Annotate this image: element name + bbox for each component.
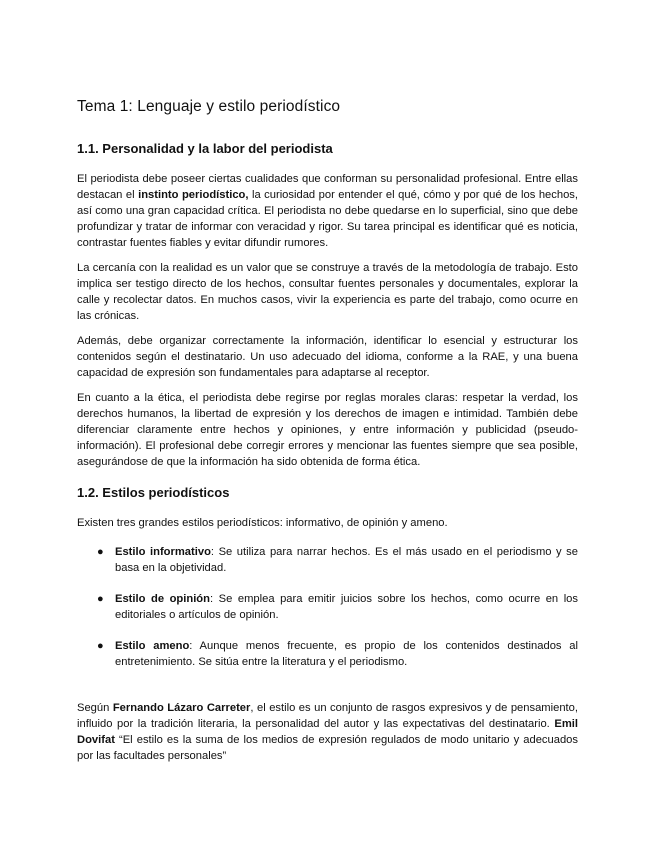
list-item-term: Estilo informativo [115, 546, 211, 558]
author-name-lazaro-carreter: Fernando Lázaro Carreter [112, 702, 251, 714]
paragraph-text: El periodista debe poseer ciertas cualidades que conforman su personalidad profesional. Entre ellas destacan el [77, 173, 578, 201]
bullet-icon: ● [97, 640, 104, 652]
paragraph-text: , el estilo es un conjunto de rasgos expresivos y de pensamiento, influido por la tradición literaria, la personalidad del autor y las expectativas del destinatario. [77, 702, 578, 730]
bullet-icon: ● [97, 593, 104, 605]
list-item [77, 591, 578, 623]
paragraph-organizacion: Además, debe organizar correctamente la información, identificar lo esencial y estructurar los contenidos según el destinatario. Un uso adecuado del idioma, conforme a la RAE, y una buena capacidad de expresión son fundamentales para adaptarse al receptor. [77, 335, 578, 379]
paragraph-text: “El estilo es la suma de los medios de expresión regulados de modo unitario y adecuados por las facultades personales” [77, 734, 578, 762]
list-item [77, 638, 578, 670]
section-heading-1-2: 1.2. Estilos periodísticos [77, 485, 230, 500]
list-item-term: Estilo ameno [115, 640, 190, 652]
author-name-dovifat: Emil Dovifat [77, 718, 578, 746]
paragraph-intro-estilos: Existen tres grandes estilos periodísticos: informativo, de opinión y ameno. [77, 517, 448, 529]
list-item-text: : Se utiliza para narrar hechos. Es el más usado en el periodismo y se basa en la objetividad. [115, 546, 578, 574]
document-title: Tema 1: Lenguaje y estilo periodístico [77, 98, 341, 115]
styles-list [77, 544, 578, 670]
list-item [77, 544, 578, 576]
list-item-text: : Se emplea para emitir juicios sobre los hechos, como ocurre en los editoriales o artículos de opinión. [115, 593, 578, 621]
bullet-icon: ● [97, 546, 104, 558]
paragraph-cercania: La cercanía con la realidad es un valor que se construye a través de la metodología de trabajo. Esto implica ser testigo directo de los hechos, consultar fuentes personales y documentales, explorar la calle y recolectar datos. En muchos casos, vivir la experiencia es parte del trabajo, como ocurre en las crónicas. [77, 262, 578, 322]
list-item-text: : Aunque menos frecuente, es propio de los contenidos destinados al entretenimiento. Se sitúa entre la literatura y el periodismo. [115, 640, 578, 668]
section-heading-1-1: 1.1. Personalidad y la labor del periodista [77, 141, 333, 156]
document-page [77, 96, 578, 773]
paragraph-text: Según [77, 702, 113, 714]
paragraph-definiciones-estilo [77, 700, 578, 764]
paragraph-etica: En cuanto a la ética, el periodista debe regirse por reglas morales claras: respetar la verdad, los derechos humanos, la libertad de expresión y los derechos de imagen e intimidad. También debe diferenciar claramente entre hechos y opiniones, y entre información y publicidad (pseudo-información). El profesional debe corregir errores y mencionar las fuentes siempre que sea posible, asegurándose de que la información ha sido obtenida de forma ética. [77, 392, 578, 468]
paragraph-cualidades [77, 171, 578, 251]
list-item-term: Estilo de opinión [115, 593, 210, 605]
paragraph-text: la curiosidad por entender el qué, cómo y por qué de los hechos, así como una gran capacidad crítica. El periodista no debe quedarse en lo superficial, sino que debe profundizar y tratar de informar con veracidad y rigor. Su tarea principal es identificar qué es noticia, contrastar fuentes fiables y evitar difundir rumores. [77, 189, 578, 249]
bold-term-instinto: instinto periodístico, [138, 189, 249, 201]
